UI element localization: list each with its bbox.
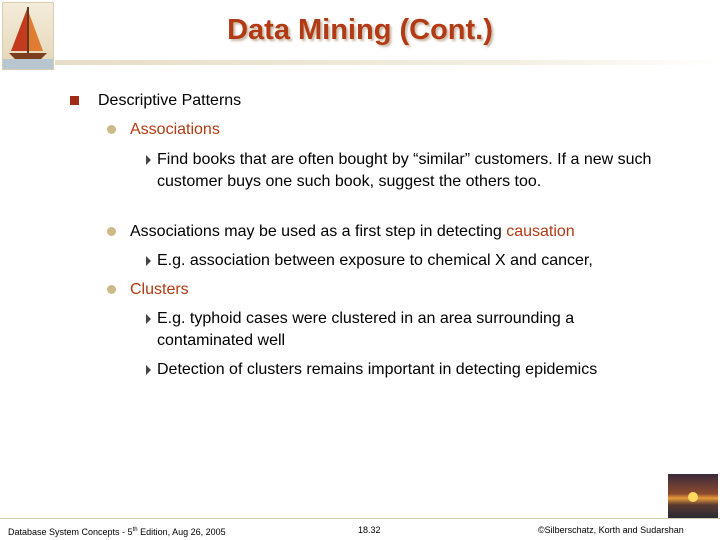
bullet-associations-causation	[130, 221, 575, 243]
footer-left-prefix: Database System Concepts - 5	[8, 527, 133, 537]
footer-divider	[0, 518, 720, 519]
level2-bullet-icon	[107, 125, 116, 134]
level3-arrow-icon	[146, 365, 151, 375]
sunset-image-icon	[668, 474, 718, 518]
level1-bullet-icon	[70, 96, 79, 105]
footer-left	[8, 524, 226, 538]
slide-title: Data Mining (Cont.)	[227, 14, 493, 46]
level2-bullet-icon	[107, 227, 116, 236]
level3-arrow-icon	[146, 314, 151, 324]
level3-arrow-icon	[146, 155, 151, 165]
title-divider	[55, 60, 720, 65]
footer-page-number: 18.32	[358, 525, 381, 535]
level3-arrow-icon	[146, 256, 151, 266]
footer-copyright: ©Silberschatz, Korth and Sudarshan	[538, 525, 684, 535]
causation-keyword: causation	[506, 223, 575, 240]
footer-left-suffix: Edition, Aug 26, 2005	[137, 527, 226, 537]
bullet-descriptive-patterns: Descriptive Patterns	[98, 92, 242, 109]
bullet-eg-typhoid: E.g. typhoid cases were clustered in an area surrounding a contaminated well	[157, 310, 575, 349]
bullet-clusters: Clusters	[130, 281, 189, 298]
footer-left-sup: th	[132, 527, 138, 533]
level2-bullet-icon	[107, 285, 116, 294]
causation-prefix-text: Associations may be used as a first step in detecting	[130, 223, 507, 240]
bullet-detection: Detection of clusters remains important in detecting epidemics	[157, 361, 598, 378]
sun-icon	[688, 492, 698, 502]
bullet-find-books: Find books that are often bought by “similar” customers. If a new such customer buys one such book, suggest the others too.	[157, 151, 652, 190]
bullet-eg-association: E.g. association between exposure to chemical X and cancer,	[157, 252, 593, 269]
bullet-associations: Associations	[130, 121, 220, 138]
